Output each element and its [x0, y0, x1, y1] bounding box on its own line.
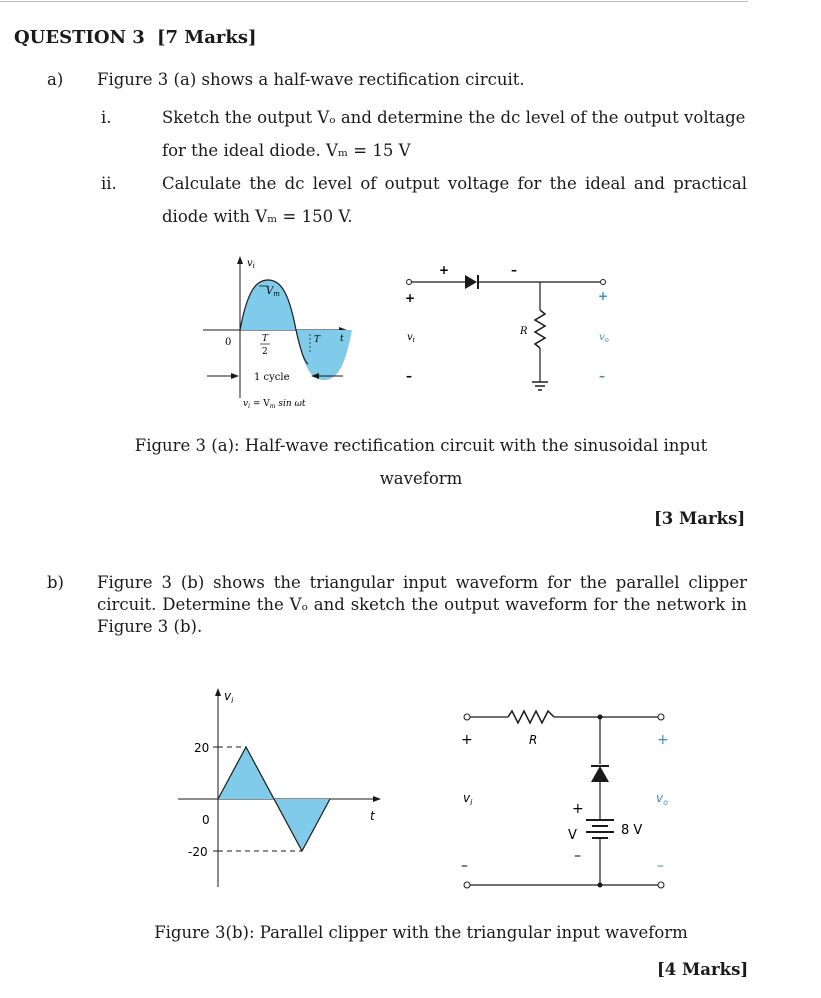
- input-terminal-top: [407, 280, 412, 285]
- part-b-line2: circuit. Determine the Vₒ and sketch the output waveform for the network in: [97, 595, 747, 614]
- item-ii-line1: Calculate the dc level of output voltage for the ideal and practical: [162, 174, 747, 193]
- t-full-label: T: [314, 335, 321, 345]
- t-axis-label: t: [370, 809, 375, 823]
- part-a-label: a): [47, 70, 64, 89]
- item-i-label: i.: [101, 108, 112, 127]
- cycle-arrowhead-left: [231, 373, 239, 379]
- battery-plus: +: [572, 801, 584, 817]
- cycle-label: 1 cycle: [254, 372, 290, 383]
- y-tick-20: 20: [194, 741, 210, 755]
- sine-waveform: [203, 256, 352, 410]
- diode-minus: –: [511, 263, 517, 277]
- figure-3b-caption: Figure 3(b): Parallel clipper with the triangular input waveform: [154, 923, 688, 942]
- input-plus: +: [405, 291, 416, 305]
- input-vi-label: $v_i$: [463, 791, 473, 807]
- item-i-line1: Sketch the output Vₒ and determine the dc level of the output voltage: [162, 108, 746, 127]
- part-b-label: b): [47, 573, 64, 592]
- diode-triangle: [465, 275, 477, 289]
- input-vi-label: $v_i$: [407, 332, 415, 344]
- part-a-marks: [3 Marks]: [654, 509, 746, 528]
- part-a-intro: Figure 3 (a) shows a half-wave rectification circuit.: [97, 70, 525, 89]
- output-terminal-top: [601, 280, 606, 285]
- vi-label: $v_i$: [247, 258, 255, 270]
- part-b-line3: Figure 3 (b).: [97, 617, 203, 636]
- t-half-den: 2: [262, 347, 268, 357]
- triangular-waveform: [178, 688, 381, 887]
- y-tick-0: 0: [202, 813, 210, 827]
- sine-equation: $v_i = V_m$ sin ωt: [243, 399, 306, 410]
- output-plus: +: [598, 289, 609, 303]
- part-b-marks: [4 Marks]: [657, 960, 749, 979]
- resistor-r: [508, 711, 554, 723]
- output-vo-label: $v_o$: [656, 791, 669, 807]
- halfwave-circuit: [405, 263, 609, 390]
- diode-triangle: [591, 766, 609, 782]
- item-ii-line2: diode with Vₘ = 150 V.: [162, 207, 353, 226]
- battery-v-label: V: [568, 828, 577, 843]
- item-i-line2: for the ideal diode. Vₘ = 15 V: [162, 141, 411, 160]
- vi-axis-arrow: [237, 256, 243, 264]
- figure-3a-caption-line1: Figure 3 (a): Half-wave rectification circuit with the sinusoidal input: [134, 436, 708, 455]
- resistor-label: R: [520, 326, 528, 337]
- resistor-r: [535, 310, 545, 348]
- input-terminal-bottom: [464, 882, 470, 888]
- output-plus: +: [657, 732, 669, 748]
- figure-3b: [170, 682, 690, 897]
- battery-value: 8 V: [621, 823, 643, 838]
- question-title: QUESTION 3: [14, 27, 145, 48]
- t-axis-label: t: [340, 334, 344, 344]
- input-terminal-top: [464, 714, 470, 720]
- parallel-clipper-circuit: [461, 711, 669, 888]
- input-minus: –: [406, 369, 412, 383]
- output-terminal-top: [658, 714, 664, 720]
- item-ii-label: ii.: [101, 174, 117, 193]
- vi-axis-arrow: [215, 688, 221, 696]
- input-plus: +: [461, 732, 473, 748]
- positive-triangle-fill: [218, 747, 274, 799]
- figure-3a-caption-line2: waveform: [379, 469, 463, 488]
- output-vo-label: $v_o$: [599, 332, 609, 344]
- y-tick-neg20: -20: [188, 845, 208, 859]
- output-terminal-bottom: [658, 882, 664, 888]
- resistor-label: R: [529, 733, 538, 747]
- vm-label: $V_m$: [266, 286, 280, 298]
- figure-3a: [195, 248, 635, 413]
- output-minus: –: [599, 369, 605, 383]
- part-b-line1: Figure 3 (b) shows the triangular input waveform for the parallel clipper: [97, 573, 747, 592]
- battery-minus: –: [574, 848, 581, 864]
- t-half-num: T: [262, 334, 269, 344]
- question-marks: [7 Marks]: [157, 27, 257, 48]
- diode-plus: +: [439, 263, 450, 277]
- negative-triangle-fill: [274, 799, 330, 851]
- input-minus: –: [461, 858, 468, 874]
- vi-label: $v_i$: [224, 689, 234, 705]
- output-minus: –: [657, 858, 664, 874]
- time-axis-arrow: [373, 796, 381, 802]
- top-rule: [0, 1, 748, 2]
- origin-zero: 0: [225, 337, 232, 348]
